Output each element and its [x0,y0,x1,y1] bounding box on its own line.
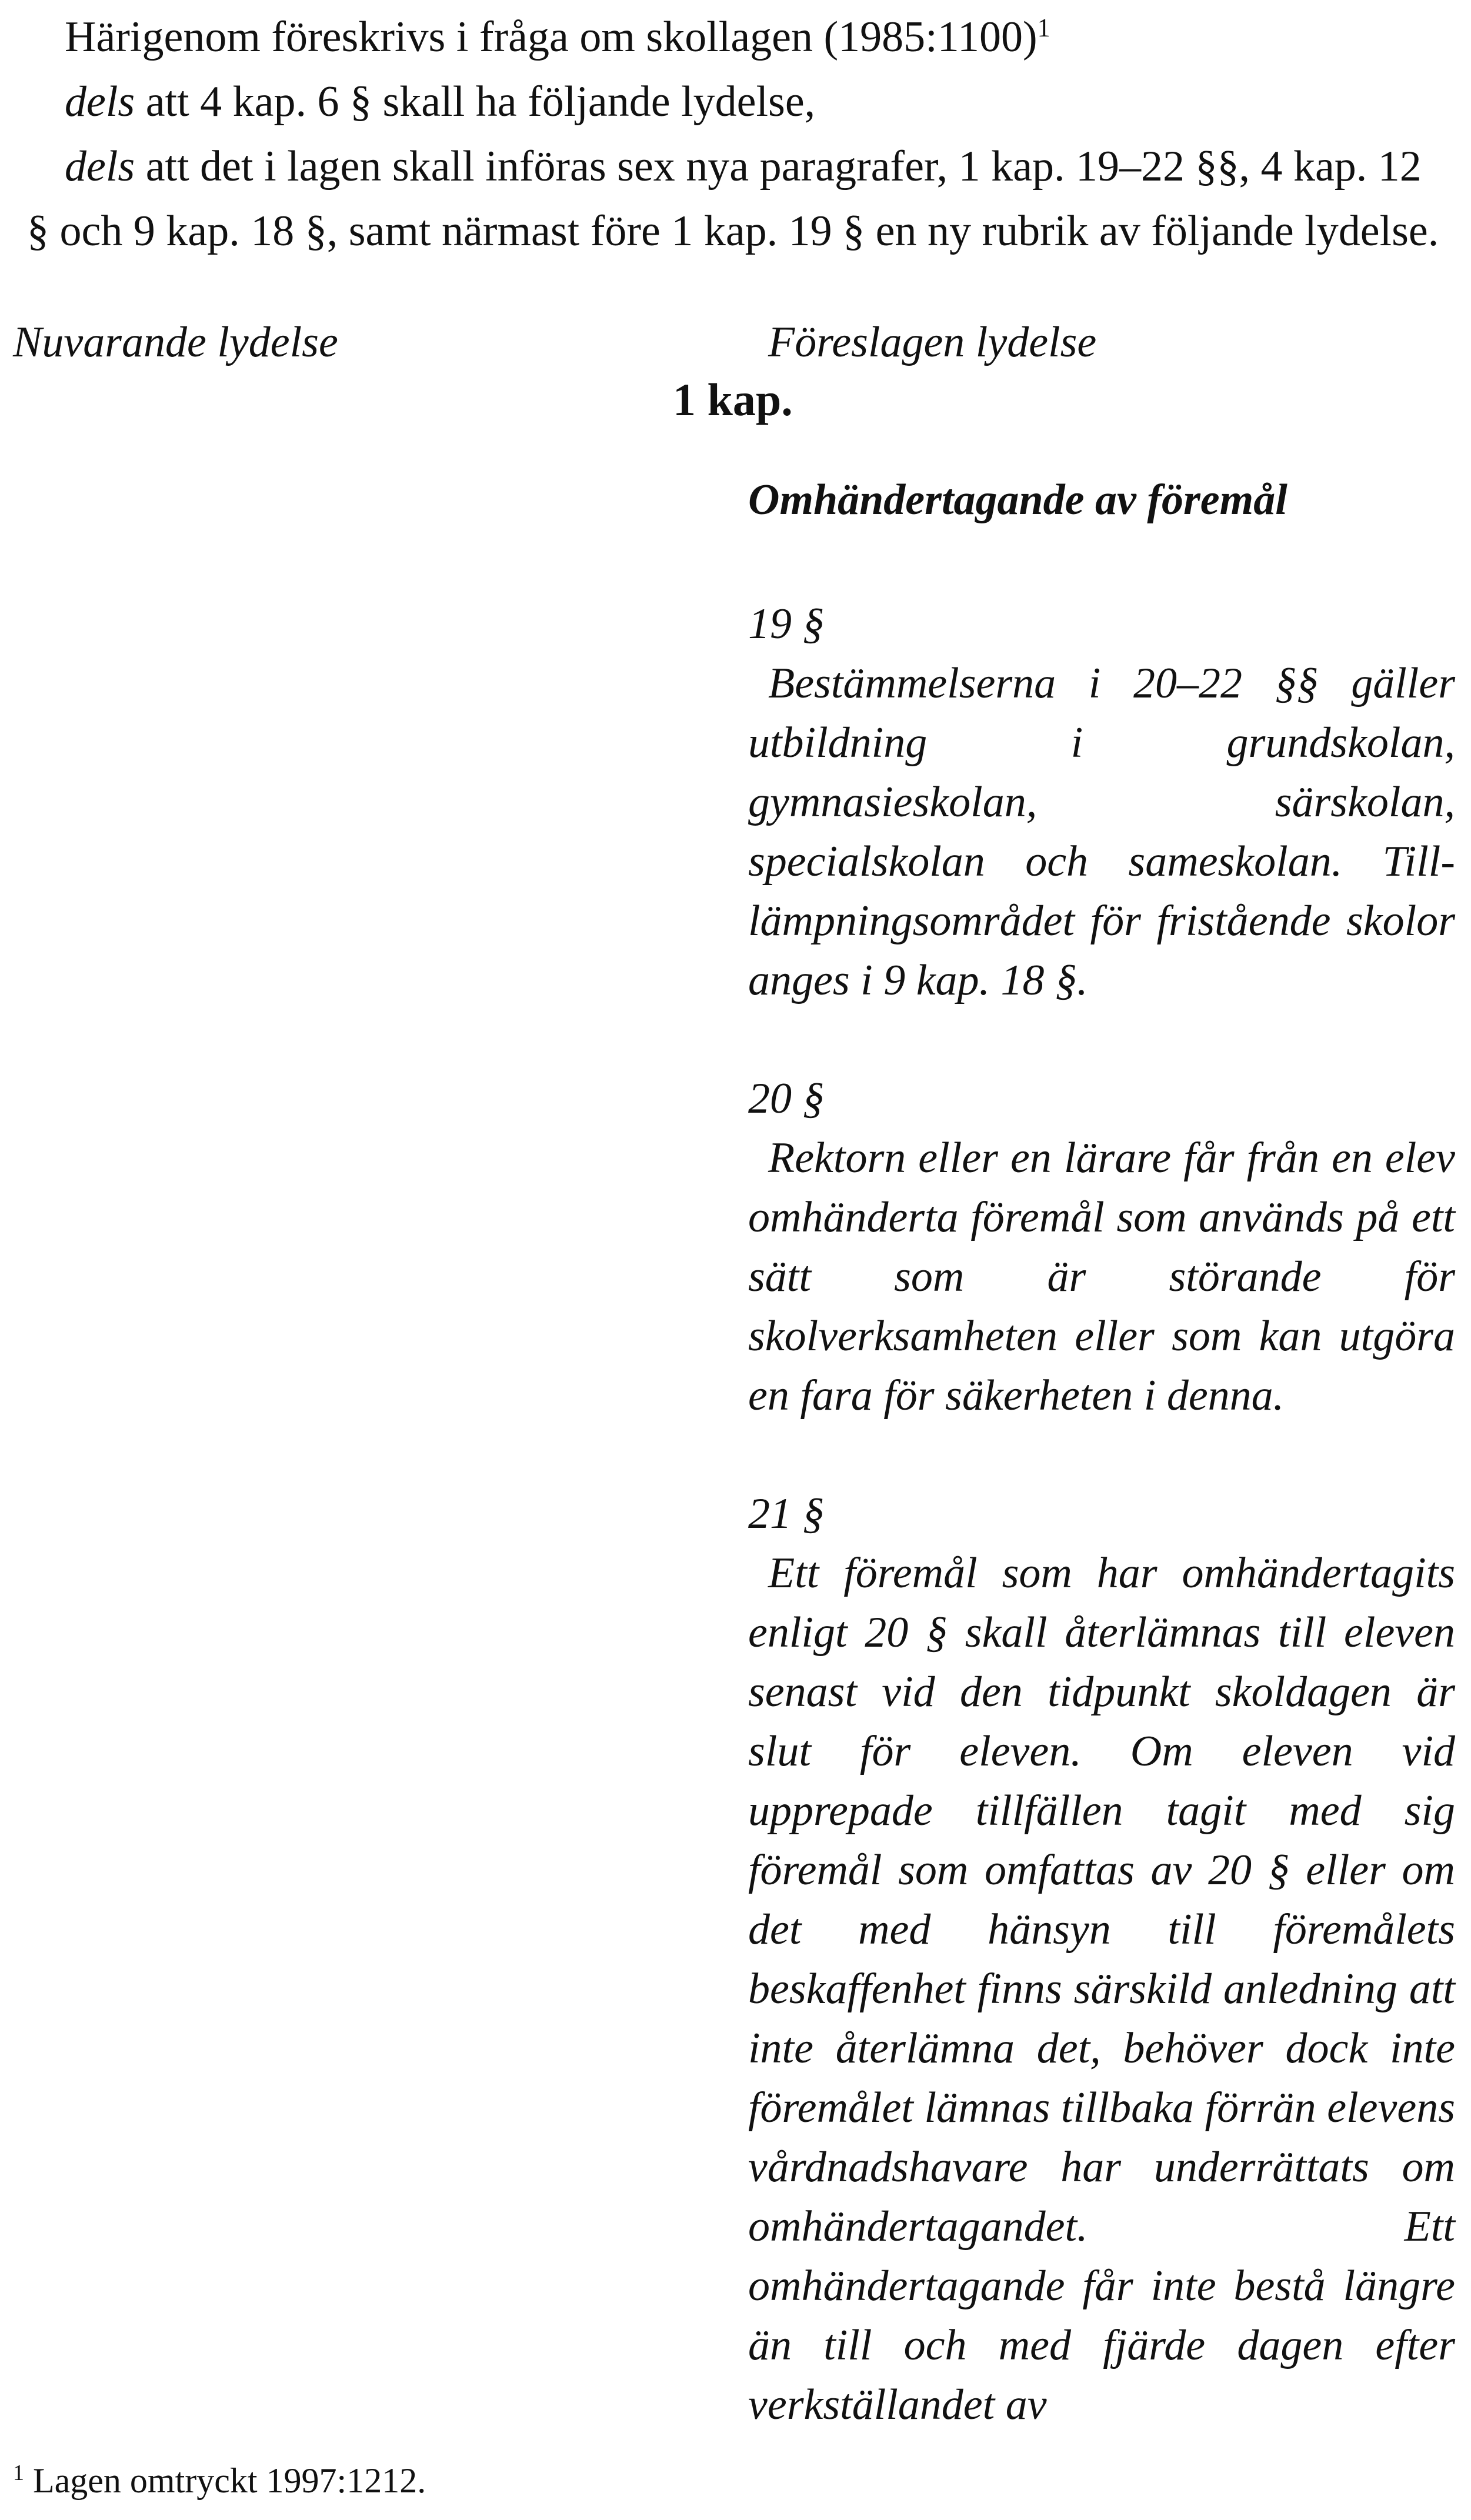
footnote-text: Lagen omtryckt 1997:1212. [24,2461,426,2500]
right-column-heading: Föreslagen lydelse [768,318,1097,366]
section-number: 19 § [748,600,825,648]
intro-line-3-text: att det i lagen skall införas sex nya paragrafer, 1 kap. 19–22 §§, 4 kap. 12 § och 9 kap. 18 §, samt närmast före 1 kap. 19 § en ny rubrik av följande lydelse. [27,142,1439,255]
section-text: Bestämmelserna i 20–22 §§ gäller utbildning i grundskolan, gymnasieskolan, särskolan, specialskolan och sameskolan. Tilllämpningsområdet för fristående skolor anges i 9 kap. 18 §. [748,659,1455,1004]
intro-line-2 [27,69,1450,134]
footnote-reference: 1 [1037,13,1050,42]
left-column-heading: Nuvarande lydelse [13,318,338,366]
intro-line-3-emphasis: dels [65,142,135,191]
intro-line-2-text: att 4 kap. 6 § skall ha följande lydelse, [135,78,816,126]
proposed-text-column [748,470,1455,2494]
section-text: Ett föremål som har omhändertagits enligt 20 § skall återlämnas till eleven senast vid den tidpunkt skoldagen är slut för eleven. Om eleven vid upprepade tillfällen tagit med sig föremål som omfattas av 20 § eller om det med hänsyn till föremålets beskaffenhet finns särskild anledning att inte återlämna det, behöver dock inte föremålet lämnas tillbaka förrän elevens vårdnadshavare har underrättats om omhändertagandet. Ett omhändertagande får inte bestå längre än till och med fjärde dagen efter verkställandet av [748,1549,1455,2429]
intro-line-1 [27,5,1450,69]
section-number: 21 § [748,1490,825,1538]
intro-line-3 [27,134,1450,263]
section-number: 20 § [748,1074,825,1123]
section-rubric: Omhändertagande av föremål [748,476,1287,524]
footnote-mark: 1 [13,2461,24,2485]
footnote [13,2457,426,2504]
chapter-heading: 1 kap. [673,374,793,425]
intro-paragraph [27,5,1450,263]
section-text: Rektorn eller en lärare får från en elev omhänderta föremål som används på ett sätt som är störande för skolverksamheten eller som kan utgöra en fara för säkerheten i denna. [748,1134,1455,1420]
intro-line-1-text: Härigenom föreskrivs i fråga om skollagen (1985:1100) [65,13,1038,61]
intro-line-2-emphasis: dels [65,78,135,126]
